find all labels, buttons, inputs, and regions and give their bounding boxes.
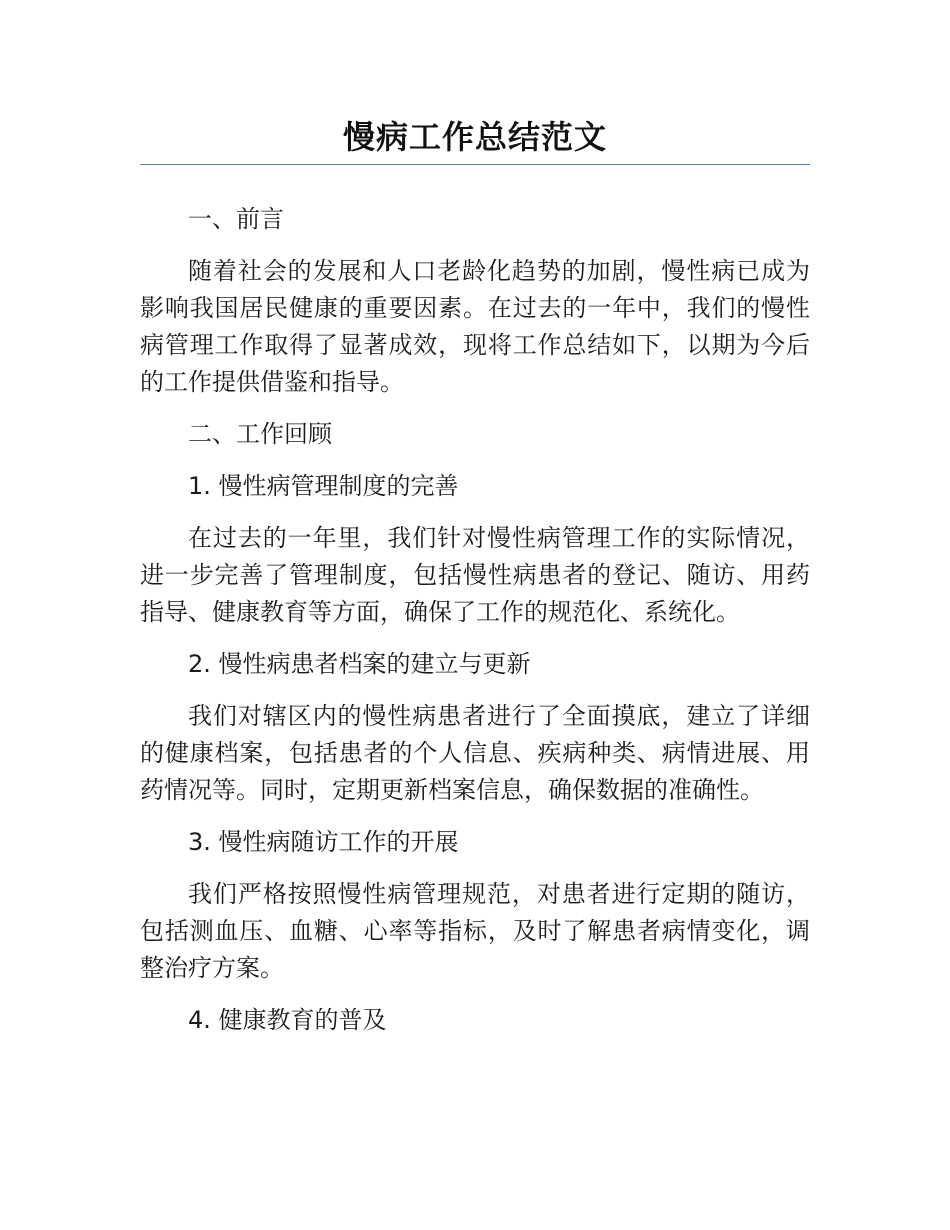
paragraph-followup: 我们严格按照慢性病管理规范，对患者进行定期的随访，包括测血压、血糖、心率等指标，及时了解患者病情变化，调整治疗方案。 xyxy=(140,880,810,982)
subheading-followup: 3. 慢性病随访工作的开展 xyxy=(188,828,459,856)
paragraph-records: 我们对辖区内的慢性病患者进行了全面摸底，建立了详细的健康档案，包括患者的个人信息、疾病种类、病情进展、用药情况等。同时，定期更新档案信息，确保数据的准确性。 xyxy=(140,702,810,804)
title-divider xyxy=(140,164,810,165)
paragraph-system: 在过去的一年里，我们针对慢性病管理工作的实际情况，进一步完善了管理制度，包括慢性病患者的登记、随访、用药指导、健康教育等方面，确保了工作的规范化、系统化。 xyxy=(140,524,810,626)
document-title: 慢病工作总结范文 xyxy=(342,118,607,156)
subheading-education: 4. 健康教育的普及 xyxy=(188,1006,387,1034)
section-heading-preface: 一、前言 xyxy=(188,205,284,233)
document-page xyxy=(140,0,810,1039)
subheading-records: 2. 慢性病患者档案的建立与更新 xyxy=(188,650,531,678)
subheading-system: 1. 慢性病管理制度的完善 xyxy=(188,472,459,500)
paragraph-preface: 随着社会的发展和人口老龄化趋势的加剧，慢性病已成为影响我国居民健康的重要因素。在过去的一年中，我们的慢性病管理工作取得了显著成效，现将工作总结如下，以期为今后的工作提供借鉴和指导。 xyxy=(140,257,810,396)
section-heading-review: 二、工作回顾 xyxy=(188,420,332,448)
